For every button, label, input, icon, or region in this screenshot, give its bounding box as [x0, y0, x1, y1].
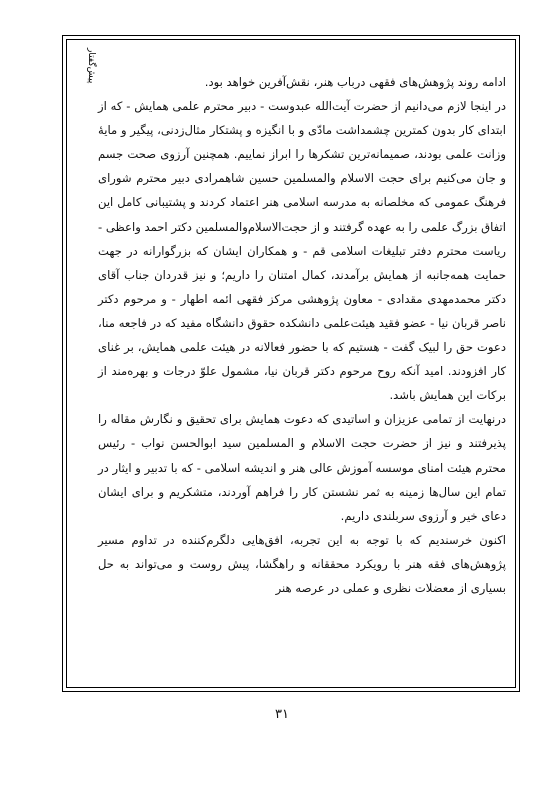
page-number: ۳۱	[275, 707, 289, 722]
body-text	[98, 70, 506, 600]
paragraph: اکنون خرسندیم که با توجه به این تجربه، افق‌هایی دلگرم‌کننده در تداوم مسیر پژوهش‌های فقه هنر با رویکرد محققانه و راهگشا، پیش روست و می‌تواند به حل بسیاری از معضلات نظری و عملی در عرصه هنر	[98, 532, 506, 595]
paragraph: در اینجا لازم می‌دانیم از حضرت آیت‌الله عبدوست - دبیر محترم علمی همایش - که از ابتدای کار بدون کمترین چشمداشت مادّی و با انگیزه و پشتکار مثال‌زدنی، پیگیر و مایهٔ وزانت علمی بودند، صمیمانه‌ترین تشکرها را ابراز نماییم. همچنین آرزوی صحت جسم و جان می‌کنیم برای حجت الاسلام والمسلمین حسین شاهمرادی دبیر محترم شورای فرهنگ عمومی که مخلصانه به مدرسه اسلامی هنر اعتماد کردند و پشتیبانی کامل این اتفاق بزرگ علمی را به عهده گرفتند و از حجت‌الاسلام‌والمسلمین دکتر احمد واعظی - ریاست محترم دفتر تبلیغات اسلامی قم - و همکاران ایشان که بزرگوارانه در جهت حمایت همه‌جانبه از همایش برآمدند، کمال امتنان را داریم؛ و نیز قدردان جناب آقای دکتر محمدمهدی مقدادی - معاون پژوهشی مرکز فقهی ائمه اطهار - و مرحوم دکتر ناصر قربان نیا - عضو فقید هیئت‌علمی دانشکده حقوق دانشگاه مفید که در فاجعه منا، دعوت حق را لبیک گفت - هستیم که با حضور فعالانه در هیئت علمی همایش، بر غنای کار افزودند. امید آنکه روح مرحوم دکتر قربان نیا، مشمول علوّ درجات و بهره‌مند از برکات این همایش باشد.	[98, 99, 506, 403]
paragraph: ادامه روند پژوهش‌های فقهی درباب هنر، نقش‌آفرین خواهد بود.	[204, 75, 506, 89]
side-running-head: پیش‌گفتار	[86, 48, 96, 84]
paragraph: درنهایت از تمامی عزیزان و اساتیدی که دعوت همایش برای تحقیق و نگارش مقاله را پذیرفتند و نیز از حضرت حجت الاسلام و المسلمین سید ابوالحسن نواب - رئیس محترم هیئت امنای موسسه آموزش عالی هنر و اندیشه اسلامی - که با تدبیر و ایثار در تمام این سال‌ها زمینه به ثمر نشستن کار را فراهم آوردند، متشکریم و برای ایشان دعای خیر و آرزوی سربلندی داریم.	[98, 412, 506, 523]
